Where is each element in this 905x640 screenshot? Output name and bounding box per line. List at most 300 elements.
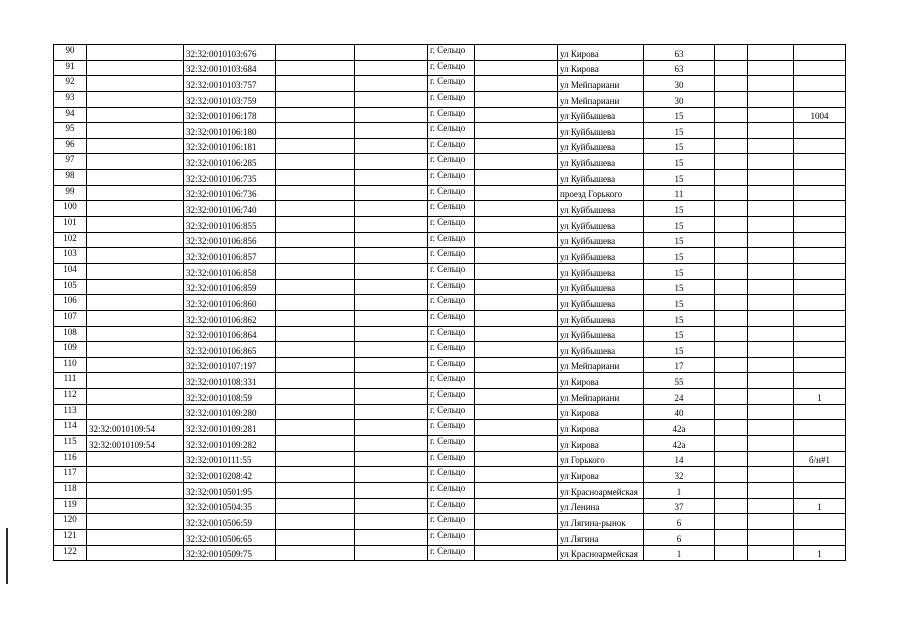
cadastral-number-cell: 32:32:0010106:855 xyxy=(184,217,276,233)
apartment-cell xyxy=(794,263,846,279)
house-number-cell: 32 xyxy=(644,467,715,483)
empty-cell xyxy=(475,76,558,92)
table-row xyxy=(54,295,846,311)
apartment-cell xyxy=(794,154,846,170)
empty-cell xyxy=(355,279,428,295)
town-cell: г. Сельцо xyxy=(428,232,475,248)
source-cadastral-cell xyxy=(87,60,184,76)
house-number-cell: 40 xyxy=(644,404,715,420)
cadastral-number-cell: 32:32:0010103:759 xyxy=(184,91,276,107)
source-cadastral-cell xyxy=(87,138,184,154)
house-number-cell: 55 xyxy=(644,373,715,389)
cadastral-number-cell: 32:32:0010106:862 xyxy=(184,310,276,326)
table-row xyxy=(54,170,846,186)
empty-cell xyxy=(748,263,794,279)
source-cadastral-cell xyxy=(87,404,184,420)
street-cell: ул Мейпариани xyxy=(558,389,644,405)
empty-cell xyxy=(276,154,355,170)
house-number-cell: 30 xyxy=(644,76,715,92)
empty-cell xyxy=(355,310,428,326)
cadastral-number-cell: 32:32:0010107:197 xyxy=(184,357,276,373)
table-row xyxy=(54,467,846,483)
empty-cell xyxy=(475,107,558,123)
row-number-cell: 111 xyxy=(54,373,87,389)
empty-cell xyxy=(748,451,794,467)
apartment-cell xyxy=(794,217,846,233)
apartment-cell xyxy=(794,467,846,483)
empty-cell xyxy=(475,248,558,264)
empty-cell xyxy=(475,201,558,217)
empty-cell xyxy=(276,217,355,233)
empty-cell xyxy=(715,107,748,123)
empty-cell xyxy=(748,123,794,139)
row-number-cell: 100 xyxy=(54,201,87,217)
row-number-cell: 122 xyxy=(54,545,87,561)
empty-cell xyxy=(355,170,428,186)
row-number-cell: 103 xyxy=(54,248,87,264)
row-number-cell: 114 xyxy=(54,420,87,436)
empty-cell xyxy=(355,295,428,311)
house-number-cell: 15 xyxy=(644,138,715,154)
house-number-cell: 15 xyxy=(644,326,715,342)
empty-cell xyxy=(355,201,428,217)
source-cadastral-cell xyxy=(87,545,184,561)
source-cadastral-cell xyxy=(87,342,184,358)
apartment-cell: 1 xyxy=(794,389,846,405)
cadastral-number-cell: 32:32:0010208:42 xyxy=(184,467,276,483)
empty-cell xyxy=(276,373,355,389)
town-cell: г. Сельцо xyxy=(428,467,475,483)
apartment-cell xyxy=(794,248,846,264)
row-number-cell: 91 xyxy=(54,60,87,76)
row-number-cell: 98 xyxy=(54,170,87,186)
empty-cell xyxy=(475,342,558,358)
cadastral-number-cell: 32:32:0010106:178 xyxy=(184,107,276,123)
empty-cell xyxy=(475,279,558,295)
register-body xyxy=(54,45,846,561)
table-row xyxy=(54,279,846,295)
table-row xyxy=(54,217,846,233)
street-cell: ул Куйбышева xyxy=(558,295,644,311)
empty-cell xyxy=(475,545,558,561)
empty-cell xyxy=(276,60,355,76)
empty-cell xyxy=(276,232,355,248)
empty-cell xyxy=(715,373,748,389)
street-cell: ул Кирова xyxy=(558,60,644,76)
source-cadastral-cell xyxy=(87,482,184,498)
town-cell: г. Сельцо xyxy=(428,436,475,452)
source-cadastral-cell: 32:32:0010109:54 xyxy=(87,436,184,452)
table-row xyxy=(54,529,846,545)
street-cell: ул Горького xyxy=(558,451,644,467)
empty-cell xyxy=(748,420,794,436)
empty-cell xyxy=(276,545,355,561)
house-number-cell: 6 xyxy=(644,514,715,530)
source-cadastral-cell xyxy=(87,295,184,311)
empty-cell xyxy=(748,45,794,61)
cadastral-number-cell: 32:32:0010103:757 xyxy=(184,76,276,92)
table-row xyxy=(54,482,846,498)
empty-cell xyxy=(748,201,794,217)
empty-cell xyxy=(475,310,558,326)
source-cadastral-cell xyxy=(87,45,184,61)
source-cadastral-cell xyxy=(87,107,184,123)
street-cell: ул Мейпариани xyxy=(558,91,644,107)
apartment-cell xyxy=(794,373,846,389)
empty-cell xyxy=(715,76,748,92)
empty-cell xyxy=(276,357,355,373)
street-cell: ул Мейпариани xyxy=(558,357,644,373)
town-cell: г. Сельцо xyxy=(428,248,475,264)
empty-cell xyxy=(355,232,428,248)
source-cadastral-cell xyxy=(87,217,184,233)
empty-cell xyxy=(276,436,355,452)
house-number-cell: 15 xyxy=(644,154,715,170)
street-cell: ул Куйбышева xyxy=(558,248,644,264)
source-cadastral-cell xyxy=(87,357,184,373)
apartment-cell xyxy=(794,404,846,420)
empty-cell xyxy=(748,232,794,248)
empty-cell xyxy=(748,342,794,358)
cadastral-number-cell: 32:32:0010106:180 xyxy=(184,123,276,139)
empty-cell xyxy=(355,545,428,561)
row-number-cell: 121 xyxy=(54,529,87,545)
empty-cell xyxy=(715,201,748,217)
empty-cell xyxy=(748,514,794,530)
street-cell: ул Куйбышева xyxy=(558,138,644,154)
empty-cell xyxy=(475,451,558,467)
empty-cell xyxy=(355,45,428,61)
town-cell: г. Сельцо xyxy=(428,404,475,420)
cadastral-number-cell: 32:32:0010106:285 xyxy=(184,154,276,170)
row-number-cell: 115 xyxy=(54,436,87,452)
source-cadastral-cell xyxy=(87,310,184,326)
table-row xyxy=(54,248,846,264)
apartment-cell xyxy=(794,514,846,530)
empty-cell xyxy=(355,217,428,233)
empty-cell xyxy=(715,217,748,233)
apartment-cell xyxy=(794,482,846,498)
empty-cell xyxy=(715,436,748,452)
house-number-cell: 11 xyxy=(644,185,715,201)
house-number-cell: 15 xyxy=(644,170,715,186)
empty-cell xyxy=(475,373,558,389)
apartment-cell xyxy=(794,60,846,76)
source-cadastral-cell xyxy=(87,170,184,186)
table-row xyxy=(54,91,846,107)
empty-cell xyxy=(475,170,558,186)
empty-cell xyxy=(355,154,428,170)
empty-cell xyxy=(355,389,428,405)
empty-cell xyxy=(276,201,355,217)
table-row xyxy=(54,545,846,561)
row-number-cell: 117 xyxy=(54,467,87,483)
empty-cell xyxy=(748,498,794,514)
table-row xyxy=(54,138,846,154)
source-cadastral-cell xyxy=(87,373,184,389)
source-cadastral-cell xyxy=(87,76,184,92)
empty-cell xyxy=(276,342,355,358)
row-number-cell: 90 xyxy=(54,45,87,61)
cadastral-number-cell: 32:32:0010106:736 xyxy=(184,185,276,201)
cadastral-number-cell: 32:32:0010106:864 xyxy=(184,326,276,342)
cadastral-number-cell: 32:32:0010108:59 xyxy=(184,389,276,405)
house-number-cell: 15 xyxy=(644,232,715,248)
empty-cell xyxy=(715,545,748,561)
table-row xyxy=(54,201,846,217)
empty-cell xyxy=(475,529,558,545)
empty-cell xyxy=(355,76,428,92)
row-number-cell: 106 xyxy=(54,295,87,311)
town-cell: г. Сельцо xyxy=(428,420,475,436)
source-cadastral-cell xyxy=(87,201,184,217)
empty-cell xyxy=(276,310,355,326)
town-cell: г. Сельцо xyxy=(428,357,475,373)
source-cadastral-cell xyxy=(87,389,184,405)
empty-cell xyxy=(748,248,794,264)
house-number-cell: 14 xyxy=(644,451,715,467)
empty-cell xyxy=(748,389,794,405)
town-cell: г. Сельцо xyxy=(428,45,475,61)
empty-cell xyxy=(715,482,748,498)
town-cell: г. Сельцо xyxy=(428,498,475,514)
empty-cell xyxy=(715,248,748,264)
cadastral-number-cell: 32:32:0010111:55 xyxy=(184,451,276,467)
empty-cell xyxy=(475,389,558,405)
table-row xyxy=(54,232,846,248)
empty-cell xyxy=(276,529,355,545)
empty-cell xyxy=(355,248,428,264)
row-number-cell: 108 xyxy=(54,326,87,342)
source-cadastral-cell xyxy=(87,326,184,342)
empty-cell xyxy=(475,217,558,233)
town-cell: г. Сельцо xyxy=(428,217,475,233)
empty-cell xyxy=(276,170,355,186)
empty-cell xyxy=(748,138,794,154)
empty-cell xyxy=(355,123,428,139)
table-row xyxy=(54,373,846,389)
cadastral-number-cell: 32:32:0010506:59 xyxy=(184,514,276,530)
row-number-cell: 95 xyxy=(54,123,87,139)
empty-cell xyxy=(715,45,748,61)
empty-cell xyxy=(355,373,428,389)
row-number-cell: 99 xyxy=(54,185,87,201)
town-cell: г. Сельцо xyxy=(428,91,475,107)
source-cadastral-cell xyxy=(87,154,184,170)
empty-cell xyxy=(355,60,428,76)
town-cell: г. Сельцо xyxy=(428,263,475,279)
street-cell: ул Ленина xyxy=(558,498,644,514)
cadastral-number-cell: 32:32:0010109:281 xyxy=(184,420,276,436)
row-number-cell: 119 xyxy=(54,498,87,514)
table-row xyxy=(54,436,846,452)
apartment-cell xyxy=(794,138,846,154)
house-number-cell: 30 xyxy=(644,91,715,107)
town-cell: г. Сельцо xyxy=(428,170,475,186)
apartment-cell xyxy=(794,76,846,92)
empty-cell xyxy=(276,263,355,279)
empty-cell xyxy=(715,154,748,170)
source-cadastral-cell xyxy=(87,529,184,545)
house-number-cell: 37 xyxy=(644,498,715,514)
house-number-cell: 15 xyxy=(644,310,715,326)
empty-cell xyxy=(748,60,794,76)
empty-cell xyxy=(355,420,428,436)
source-cadastral-cell: 32:32:0010109:54 xyxy=(87,420,184,436)
empty-cell xyxy=(276,389,355,405)
address-register-table xyxy=(53,44,846,561)
house-number-cell: 6 xyxy=(644,529,715,545)
row-number-cell: 96 xyxy=(54,138,87,154)
row-number-cell: 110 xyxy=(54,357,87,373)
empty-cell xyxy=(748,91,794,107)
empty-cell xyxy=(475,45,558,61)
town-cell: г. Сельцо xyxy=(428,342,475,358)
table-row xyxy=(54,310,846,326)
table-row xyxy=(54,451,846,467)
town-cell: г. Сельцо xyxy=(428,107,475,123)
house-number-cell: 15 xyxy=(644,295,715,311)
empty-cell xyxy=(748,545,794,561)
scan-edge-mark xyxy=(6,528,8,584)
cadastral-number-cell: 32:32:0010106:860 xyxy=(184,295,276,311)
empty-cell xyxy=(475,436,558,452)
row-number-cell: 107 xyxy=(54,310,87,326)
empty-cell xyxy=(748,107,794,123)
street-cell: ул Кирова xyxy=(558,45,644,61)
empty-cell xyxy=(276,498,355,514)
apartment-cell: 1 xyxy=(794,545,846,561)
empty-cell xyxy=(715,263,748,279)
street-cell: ул Куйбышева xyxy=(558,107,644,123)
table-row xyxy=(54,342,846,358)
street-cell: ул Красноармейская xyxy=(558,482,644,498)
empty-cell xyxy=(715,138,748,154)
apartment-cell xyxy=(794,436,846,452)
row-number-cell: 112 xyxy=(54,389,87,405)
empty-cell xyxy=(355,91,428,107)
empty-cell xyxy=(276,107,355,123)
source-cadastral-cell xyxy=(87,185,184,201)
row-number-cell: 116 xyxy=(54,451,87,467)
street-cell: ул Мейпариани xyxy=(558,76,644,92)
empty-cell xyxy=(715,404,748,420)
empty-cell xyxy=(715,310,748,326)
cadastral-number-cell: 32:32:0010106:181 xyxy=(184,138,276,154)
apartment-cell xyxy=(794,45,846,61)
table-row xyxy=(54,123,846,139)
empty-cell xyxy=(715,389,748,405)
empty-cell xyxy=(715,170,748,186)
empty-cell xyxy=(355,326,428,342)
empty-cell xyxy=(276,482,355,498)
apartment-cell xyxy=(794,123,846,139)
house-number-cell: 1 xyxy=(644,482,715,498)
source-cadastral-cell xyxy=(87,91,184,107)
house-number-cell: 15 xyxy=(644,279,715,295)
apartment-cell xyxy=(794,420,846,436)
empty-cell xyxy=(475,138,558,154)
empty-cell xyxy=(715,279,748,295)
street-cell: ул Куйбышева xyxy=(558,123,644,139)
empty-cell xyxy=(475,420,558,436)
cadastral-number-cell: 32:32:0010106:735 xyxy=(184,170,276,186)
empty-cell xyxy=(748,467,794,483)
empty-cell xyxy=(715,420,748,436)
empty-cell xyxy=(355,482,428,498)
empty-cell xyxy=(748,529,794,545)
empty-cell xyxy=(355,263,428,279)
empty-cell xyxy=(715,514,748,530)
cadastral-number-cell: 32:32:0010103:676 xyxy=(184,45,276,61)
apartment-cell xyxy=(794,310,846,326)
empty-cell xyxy=(355,467,428,483)
empty-cell xyxy=(276,451,355,467)
house-number-cell: 42а xyxy=(644,436,715,452)
empty-cell xyxy=(276,185,355,201)
house-number-cell: 17 xyxy=(644,357,715,373)
table-row xyxy=(54,498,846,514)
source-cadastral-cell xyxy=(87,498,184,514)
table-row xyxy=(54,357,846,373)
empty-cell xyxy=(475,514,558,530)
table-row xyxy=(54,420,846,436)
town-cell: г. Сельцо xyxy=(428,123,475,139)
town-cell: г. Сельцо xyxy=(428,154,475,170)
town-cell: г. Сельцо xyxy=(428,310,475,326)
empty-cell xyxy=(748,436,794,452)
empty-cell xyxy=(748,326,794,342)
street-cell: ул Кирова xyxy=(558,436,644,452)
town-cell: г. Сельцо xyxy=(428,201,475,217)
empty-cell xyxy=(276,404,355,420)
cadastral-number-cell: 32:32:0010106:740 xyxy=(184,201,276,217)
table-row xyxy=(54,185,846,201)
town-cell: г. Сельцо xyxy=(428,76,475,92)
row-number-cell: 120 xyxy=(54,514,87,530)
cadastral-number-cell: 32:32:0010504:35 xyxy=(184,498,276,514)
house-number-cell: 24 xyxy=(644,389,715,405)
house-number-cell: 63 xyxy=(644,60,715,76)
street-cell: ул Кирова xyxy=(558,467,644,483)
street-cell: ул Кирова xyxy=(558,373,644,389)
empty-cell xyxy=(715,185,748,201)
empty-cell xyxy=(355,451,428,467)
empty-cell xyxy=(355,529,428,545)
empty-cell xyxy=(715,498,748,514)
cadastral-number-cell: 32:32:0010103:684 xyxy=(184,60,276,76)
row-number-cell: 101 xyxy=(54,217,87,233)
street-cell: ул Куйбышева xyxy=(558,342,644,358)
empty-cell xyxy=(475,60,558,76)
town-cell: г. Сельцо xyxy=(428,545,475,561)
source-cadastral-cell xyxy=(87,232,184,248)
town-cell: г. Сельцо xyxy=(428,295,475,311)
row-number-cell: 93 xyxy=(54,91,87,107)
town-cell: г. Сельцо xyxy=(428,514,475,530)
cadastral-number-cell: 32:32:0010106:857 xyxy=(184,248,276,264)
empty-cell xyxy=(748,154,794,170)
empty-cell xyxy=(475,263,558,279)
cadastral-number-cell: 32:32:0010509:75 xyxy=(184,545,276,561)
apartment-cell xyxy=(794,529,846,545)
empty-cell xyxy=(276,91,355,107)
empty-cell xyxy=(475,404,558,420)
town-cell: г. Сельцо xyxy=(428,326,475,342)
empty-cell xyxy=(715,295,748,311)
house-number-cell: 42а xyxy=(644,420,715,436)
row-number-cell: 104 xyxy=(54,263,87,279)
